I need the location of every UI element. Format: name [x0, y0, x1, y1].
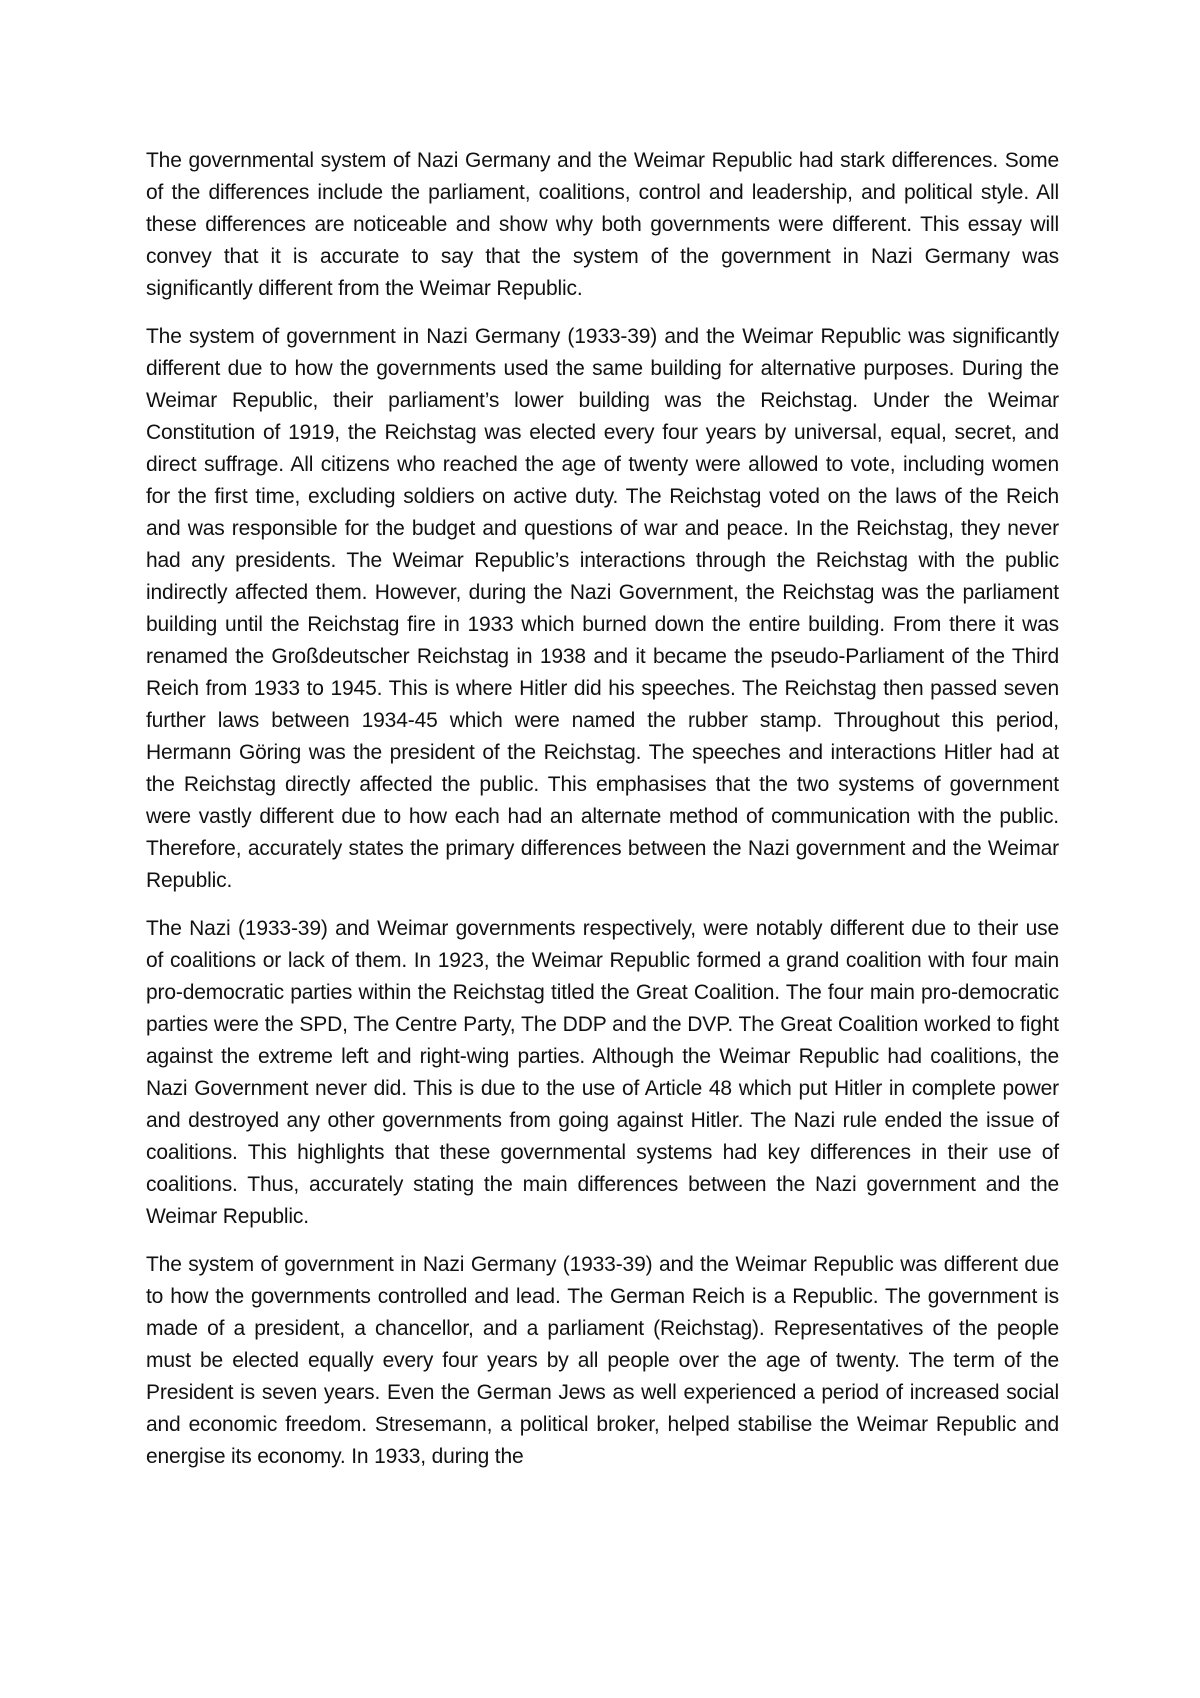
essay-body [146, 145, 1059, 1489]
paragraph-control-leadership: The system of government in Nazi Germany (1933-39) and the Weimar Republic was different due to how the governments controlled and lead. The German Reich is a Republic. The government is made of a president, a chancellor, and a parliament (Reichstag). Representatives of the people must be elected equally every four years by all people over the age of twenty. The term of the President is seven years. Even the German Jews as well experienced a period of increased social and economic freedom. Stresemann, a political broker, helped stabilise the Weimar Republic and energise its economy. In 1933, during the [146, 1253, 1059, 1468]
paragraph-introduction: The governmental system of Nazi Germany and the Weimar Republic had stark differences. Some of the differences include the parliament, coalitions, control and leadership, and political style. All these differences are noticeable and show why both governments were different. This essay will convey that it is accurate to say that the system of the government in Nazi Germany was significantly different from the Weimar Republic. [146, 149, 1059, 300]
paragraph-parliament: The system of government in Nazi Germany (1933-39) and the Weimar Republic was significantly different due to how the governments used the same building for alternative purposes. During the Weimar Republic, their parliament’s lower building was the Reichstag. Under the Weimar Constitution of 1919, the Reichstag was elected every four years by universal, equal, secret, and direct suffrage. All citizens who reached the age of twenty were allowed to vote, including women for the first time, excluding soldiers on active duty. The Reichstag voted on the laws of the Reich and was responsible for the budget and questions of war and peace. In the Reichstag, they never had any presidents. The Weimar Republic’s interactions through the Reichstag with the public indirectly affected them. However, during the Nazi Government, the Reichstag was the parliament building until the Reichstag fire in 1933 which burned down the entire building. From there it was renamed the Großdeutscher Reichstag in 1938 and it became the pseudo-Parliament of the Third Reich from 1933 to 1945. This is where Hitler did his speeches. The Reichstag then passed seven further laws between 1934-45 which were named the rubber stamp. Throughout this period, Hermann Göring was the president of the Reichstag. The speeches and interactions Hitler had at the Reichstag directly affected the public. This emphasises that the two systems of government were vastly different due to how each had an alternate method of communication with the public. Therefore, accurately states the primary differences between the Nazi government and the Weimar Republic. [146, 325, 1059, 892]
paragraph-coalitions: The Nazi (1933-39) and Weimar governments respectively, were notably different due to their use of coalitions or lack of them. In 1923, the Weimar Republic formed a grand coalition with four main pro-democratic parties within the Reichstag titled the Great Coalition. The four main pro-democratic parties were the SPD, The Centre Party, The DDP and the DVP. The Great Coalition worked to fight against the extreme left and right-wing parties. Although the Weimar Republic had coalitions, the Nazi Government never did. This is due to the use of Article 48 which put Hitler in complete power and destroyed any other governments from going against Hitler. The Nazi rule ended the issue of coalitions. This highlights that these governmental systems had key differences in their use of coalitions. Thus, accurately stating the main differences between the Nazi government and the Weimar Republic. [146, 917, 1059, 1228]
